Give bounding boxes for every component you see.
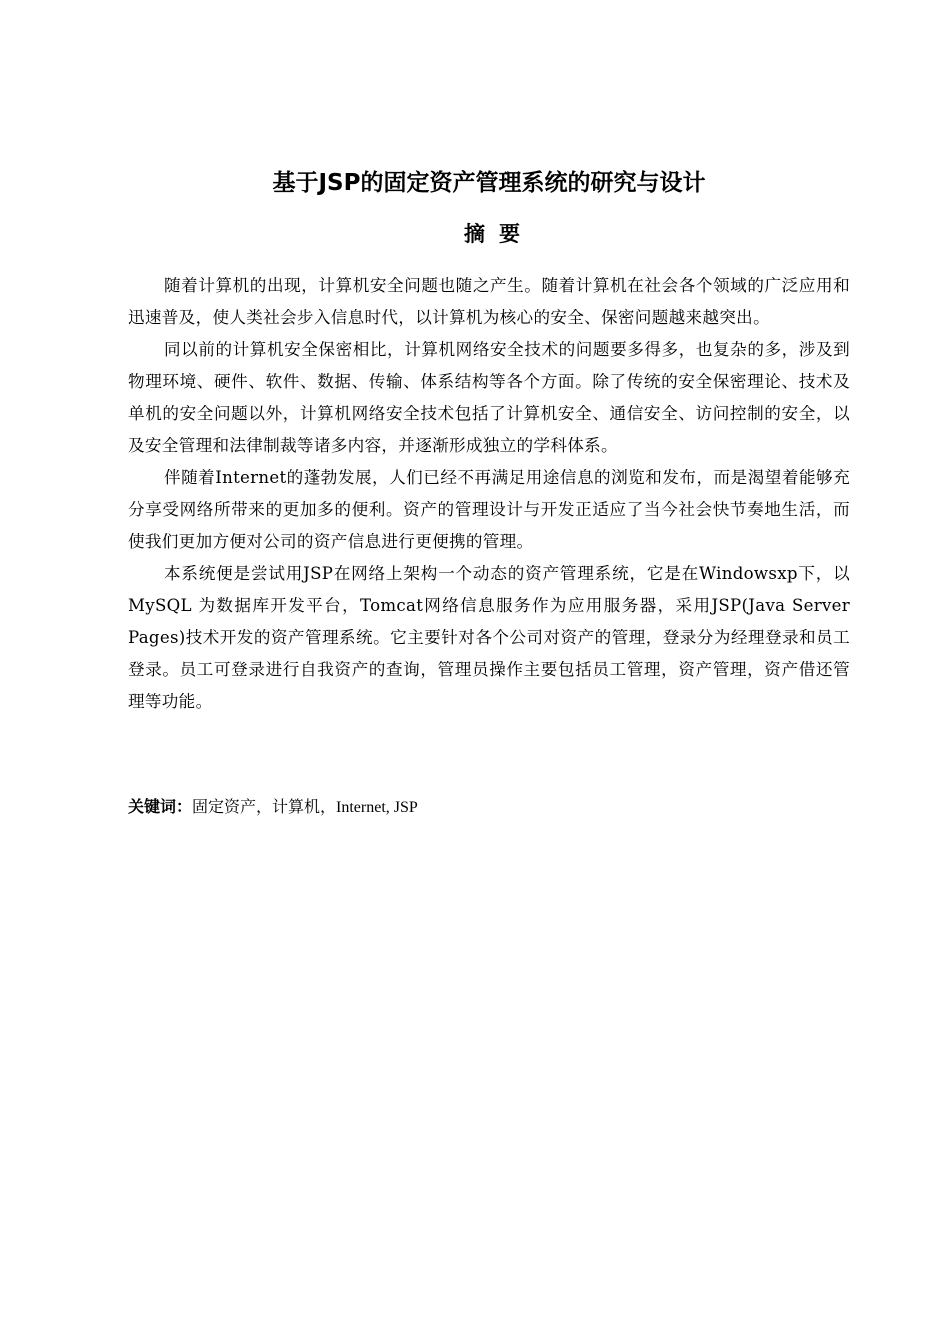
abstract-heading: 摘要 [464,222,534,246]
keywords-zh-terms: 固定资产，计算机， [192,797,337,816]
keywords-label: 关键词： [128,797,193,816]
abstract-paragraph: 伴随着Internet的蓬勃发展，人们已经不再满足用途信息的浏览和发布，而是渴望着能够充分享受网络所带来的更加多的便利。资产的管理设计与开发正适应了当今社会快节奏地生活，而使我们更加方便对公司的资产信息进行更便携的管理。 [128,468,850,551]
abstract-paragraph: 随着计算机的出现，计算机安全问题也随之产生。随着计算机在社会各个领域的广泛应用和迅速普及，使人类社会步入信息时代，以计算机为核心的安全、保密问题越来越突出。 [128,276,850,327]
document-title: 基于JSP的固定资产管理系统的研究与设计 [272,170,706,196]
keywords-en-terms: Internet, JSP [336,799,418,816]
abstract-paragraph: 本系统便是尝试用JSP在网络上架构一个动态的资产管理系统，它是在Windowsxp下，以MySQL 为数据库开发平台，Tomcat网络信息服务作为应用服务器，采用JSP(Java Server Pages)技术开发的资产管理系统。它主要针对各个公司对资产的管理，登录分为经理登录和员工登录。员工可登录进行自我资产的查询，管理员操作主要包括员工管理，资产管理，资产借还管理等功能。 [128,564,850,711]
abstract-body [128,270,850,718]
keywords-line [128,792,850,823]
abstract-paragraph: 同以前的计算机安全保密相比，计算机网络安全技术的问题要多得多，也复杂的多，涉及到物理环境、硬件、软件、数据、传输、体系结构等各个方面。除了传统的安全保密理论、技术及单机的安全问题以外，计算机网络安全技术包括了计算机安全、通信安全、访问控制的安全，以及安全管理和法律制裁等诸多内容，并逐渐形成独立的学科体系。 [128,340,850,455]
